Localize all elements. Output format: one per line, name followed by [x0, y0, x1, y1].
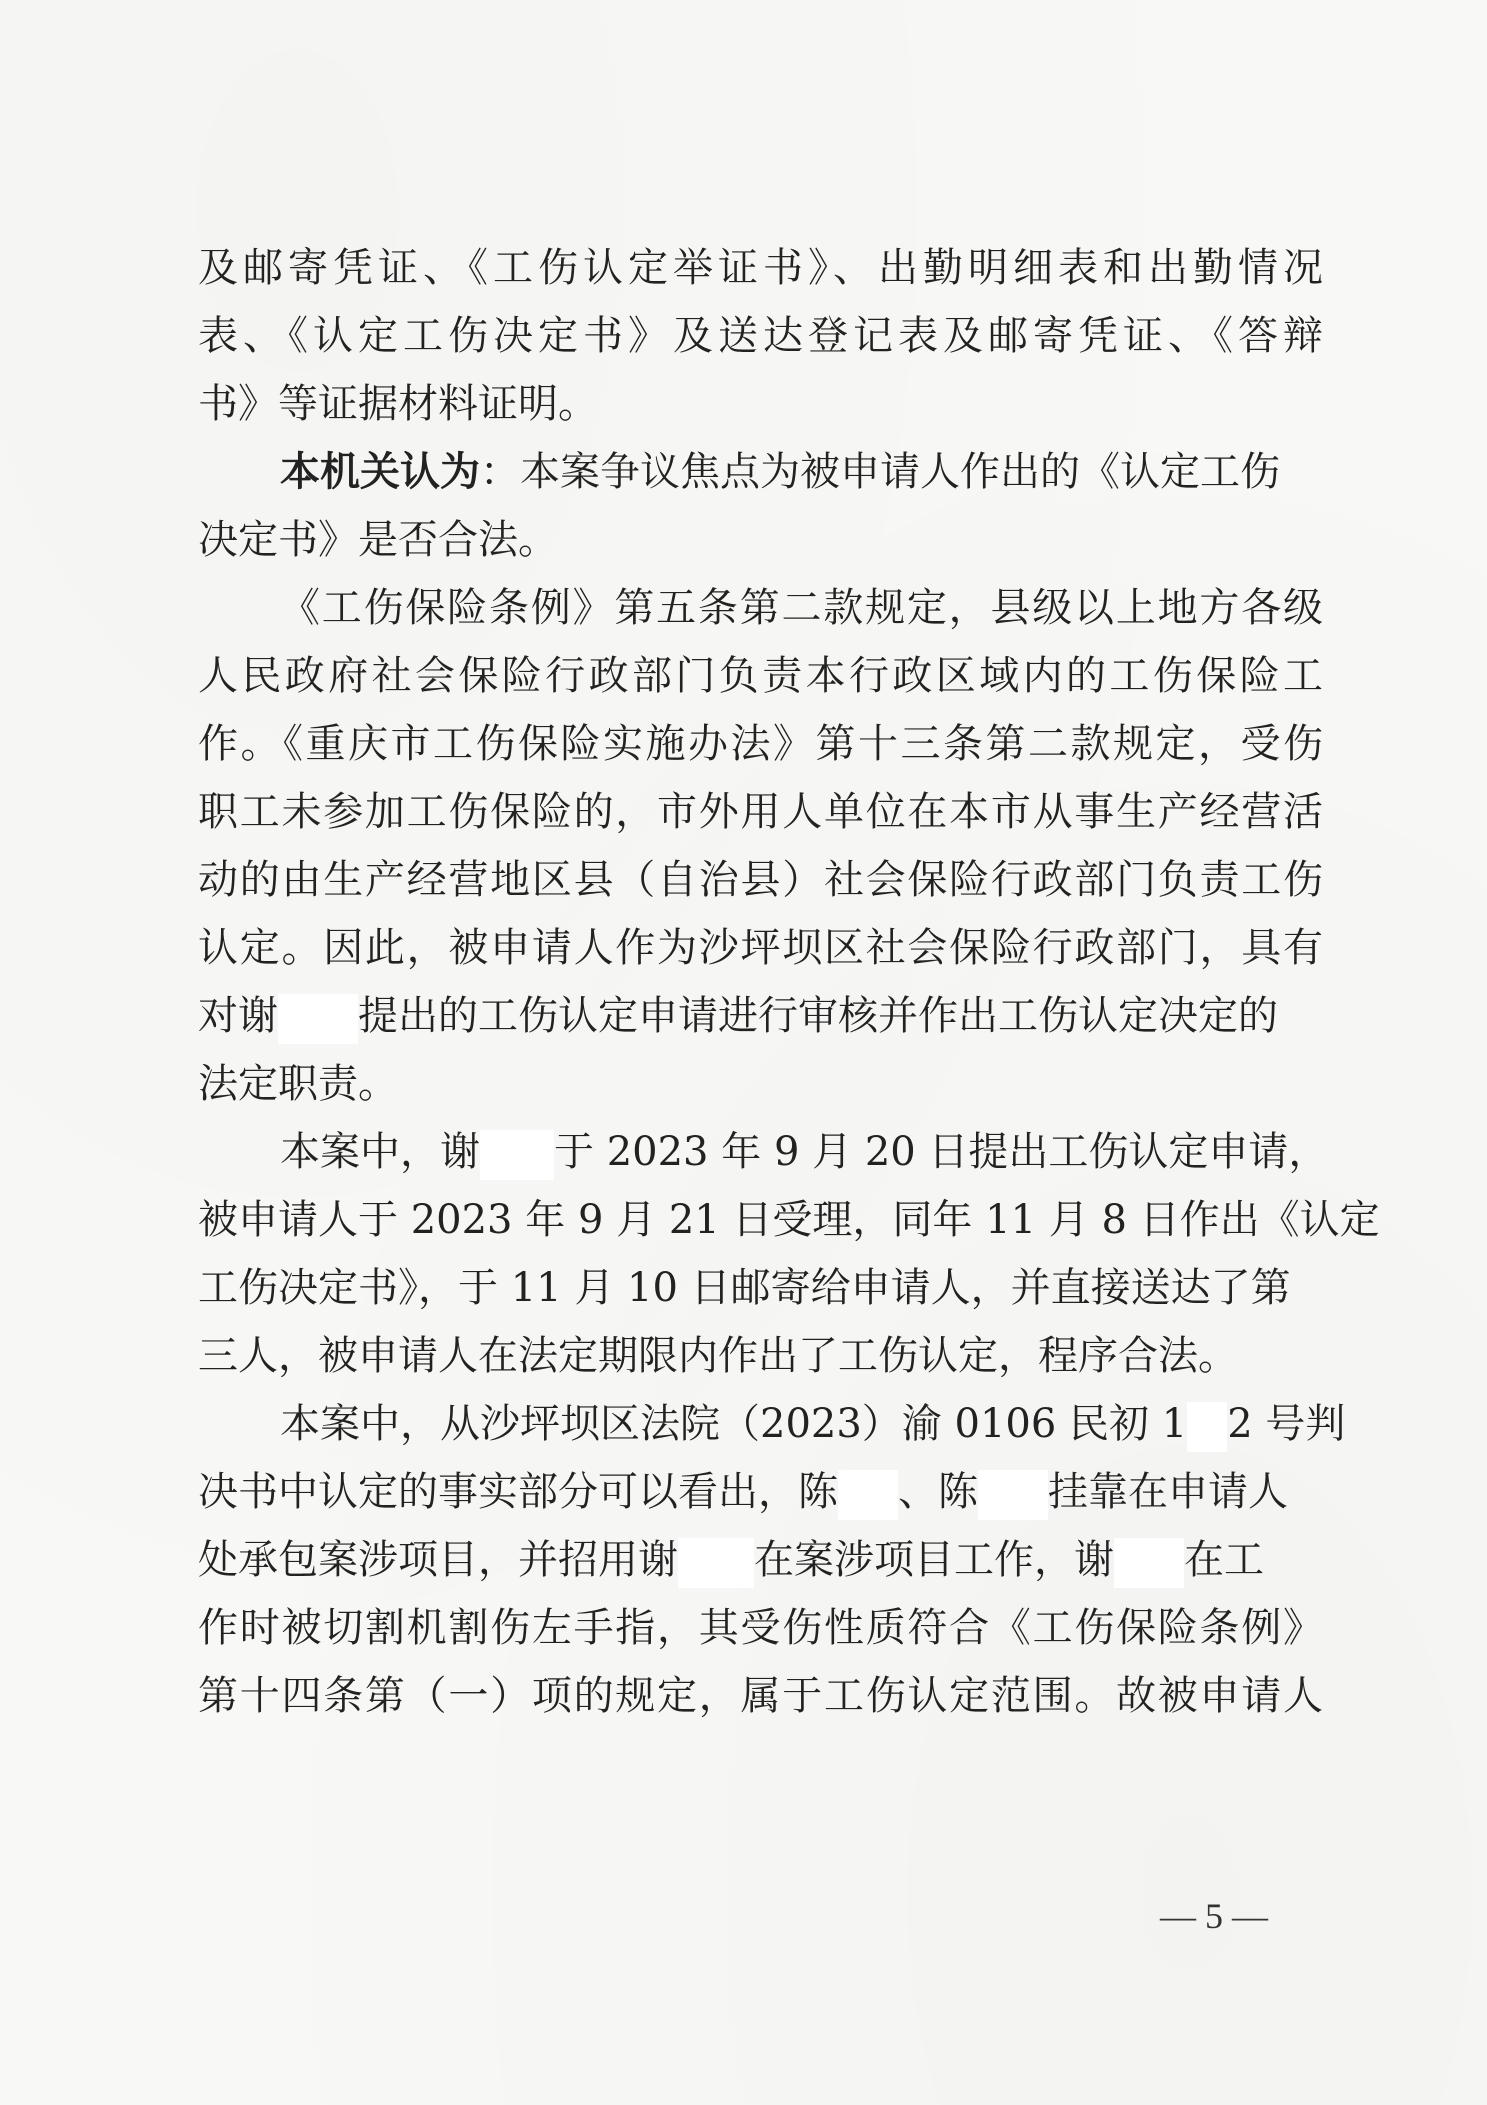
redaction-block: [978, 1470, 1048, 1520]
text-line: [198, 1464, 1323, 1520]
text-line: [198, 988, 1323, 1044]
text-line: 第十四条第（一）项的规定，属于工伤认定范围。故被申请人: [198, 1673, 1323, 1719]
redaction-block: [838, 1470, 898, 1520]
text-line: 作。《重庆市工伤保险实施办法》第十三条第二款规定，受伤: [198, 721, 1323, 767]
text-line: 三人，被申请人在法定期限内作出了工伤认定，程序合法。: [198, 1333, 1238, 1379]
text-line: 《工伤保险条例》第五条第二款规定，县级以上地方各级: [280, 585, 1323, 631]
text-line: 决定书》是否合法。: [198, 517, 558, 563]
text-span: 本案中，从沙坪坝区法院（2023）渝 0106 民初 1: [280, 1401, 1188, 1447]
text-span: 本案中，谢: [280, 1129, 480, 1175]
redaction-block: [1114, 1538, 1184, 1588]
page-number: — 5 —: [1160, 1896, 1268, 1936]
redaction-block: [480, 1130, 554, 1180]
text-line: 作时被切割机割伤左手指，其受伤性质符合《工伤保险条例》: [198, 1605, 1323, 1651]
text-line: [198, 444, 1323, 500]
text-span: 对谢: [198, 993, 278, 1039]
text-span: 在工: [1184, 1537, 1264, 1583]
text-span: 处承包案涉项目，并招用谢: [198, 1537, 678, 1583]
section-lead-label: 本机关认为: [280, 449, 480, 495]
text-line: [198, 1124, 1329, 1180]
text-line: 表、《认定工伤决定书》及送达登记表及邮寄凭证、《答辩: [198, 313, 1323, 359]
text-line: 认定。因此，被申请人作为沙坪坝区社会保险行政部门，具有: [198, 925, 1323, 971]
redaction-block: [278, 994, 358, 1044]
text-line: 工伤决定书》，于 11 月 10 日邮寄给申请人，并直接送达了第: [198, 1265, 1291, 1311]
text-line: 及邮寄凭证、《工伤认定举证书》、出勤明细表和出勤情况: [198, 245, 1323, 291]
text-line: [198, 1396, 1346, 1452]
text-line: 法定职责。: [198, 1061, 398, 1107]
redaction-block: [1187, 1402, 1227, 1452]
text-line: [198, 1532, 1323, 1588]
text-line: 被申请人于 2023 年 9 月 21 日受理，同年 11 月 8 日作出《认定: [198, 1197, 1380, 1243]
text-line: 书》等证据材料证明。: [198, 381, 598, 427]
text-span: 决书中认定的事实部分可以看出，陈: [198, 1469, 838, 1515]
text-span: 于 2023 年 9 月 20 日提出工伤认定申请，: [554, 1129, 1329, 1175]
text-span: ：本案争议焦点为被申请人作出的《认定工伤: [480, 449, 1280, 495]
redaction-block: [678, 1538, 754, 1588]
text-line: 人民政府社会保险行政部门负责本行政区域内的工伤保险工: [198, 653, 1323, 699]
text-span: 2 号判: [1227, 1401, 1346, 1447]
text-span: 提出的工伤认定申请进行审核并作出工伤认定决定的: [358, 993, 1278, 1039]
text-line: 动的由生产经营地区县（自治县）社会保险行政部门负责工伤: [198, 857, 1323, 903]
text-span: 、陈: [898, 1469, 978, 1515]
text-span: 挂靠在申请人: [1048, 1469, 1288, 1515]
text-line: 职工未参加工伤保险的，市外用人单位在本市从事生产经营活: [198, 789, 1323, 835]
text-span: 在案涉项目工作，谢: [754, 1537, 1114, 1583]
